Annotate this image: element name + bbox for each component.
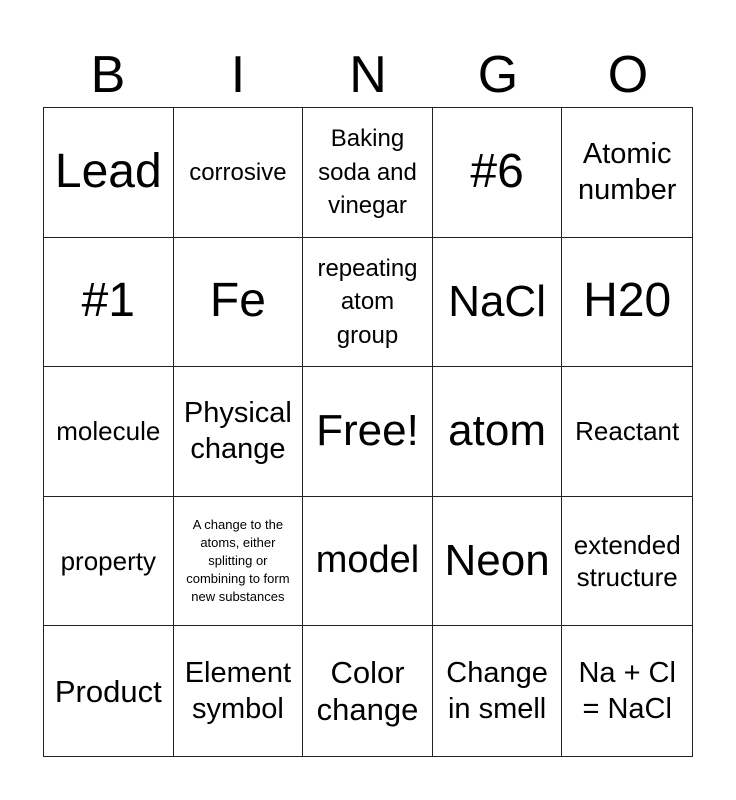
bingo-cell[interactable]: Neon [433, 497, 563, 627]
bingo-cell[interactable]: #1 [44, 238, 174, 368]
bingo-cell[interactable]: model [303, 497, 433, 627]
bingo-cell[interactable]: Atomic number [562, 108, 692, 238]
bingo-cell[interactable]: Fe [174, 238, 304, 368]
bingo-header [43, 44, 693, 106]
bingo-cell[interactable]: repeating atom group [303, 238, 433, 368]
bingo-cell[interactable]: Reactant [562, 367, 692, 497]
bingo-cell[interactable]: NaCl [433, 238, 563, 368]
header-letter-g: G [477, 46, 519, 104]
free-space-cell[interactable]: Free! [303, 367, 433, 497]
bingo-cell[interactable]: Physical change [174, 367, 304, 497]
bingo-cell[interactable]: Change in smell [433, 626, 563, 756]
bingo-cell[interactable]: extended structure [562, 497, 692, 627]
header-letter-b: B [90, 46, 126, 104]
bingo-cell[interactable]: corrosive [174, 108, 304, 238]
bingo-cell[interactable]: Na + Cl = NaCl [578, 656, 676, 726]
header-letter-n: N [349, 46, 387, 104]
bingo-cell[interactable]: Element symbol [174, 626, 304, 756]
bingo-cell[interactable]: Color change [303, 626, 433, 756]
bingo-cell[interactable]: molecule [44, 367, 174, 497]
bingo-cell[interactable]: Product [44, 626, 174, 756]
bingo-cell[interactable]: H20 [562, 238, 692, 368]
header-letter-i: I [230, 46, 246, 104]
header-letter-o: O [607, 46, 649, 104]
bingo-cell[interactable]: Baking soda and vinegar [303, 108, 433, 238]
bingo-cell[interactable]: property [44, 497, 174, 627]
bingo-cell[interactable]: Lead [44, 108, 174, 238]
bingo-cell[interactable]: #6 [433, 108, 563, 238]
bingo-cell[interactable]: atom [433, 367, 563, 497]
bingo-cell[interactable]: A change to the atoms, either splitting or combining to form new substances [174, 497, 304, 627]
bingo-board [43, 107, 693, 757]
